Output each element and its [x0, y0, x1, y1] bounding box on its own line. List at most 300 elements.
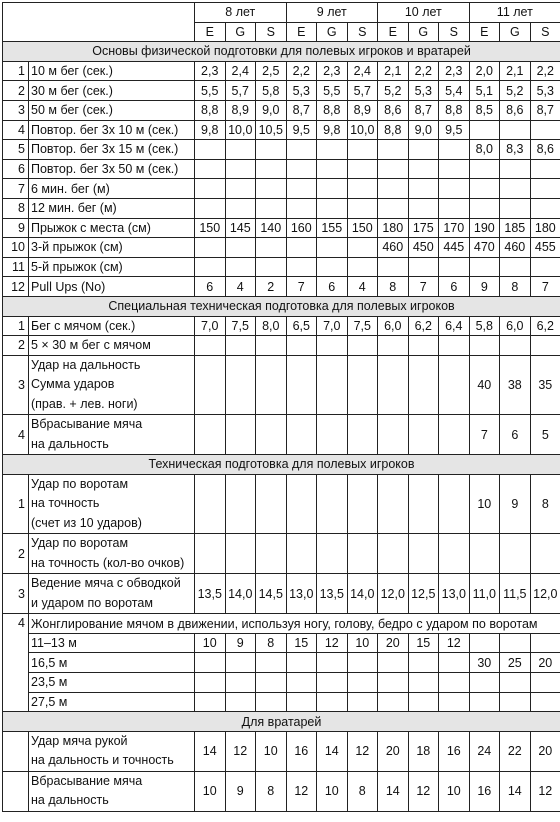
table-row	[3, 771, 560, 811]
row-label-line: на дальность	[31, 435, 192, 455]
row-label	[29, 277, 195, 297]
row-number: 2	[3, 336, 29, 356]
table-body	[3, 42, 560, 812]
value-cell: 14,0	[225, 574, 256, 614]
value-cell	[317, 198, 348, 218]
value-cell: 7,5	[347, 316, 378, 336]
value-cell: 9	[225, 771, 256, 811]
row-number: 4	[3, 120, 29, 140]
value-cell	[500, 633, 531, 653]
value-cell: 180	[530, 218, 560, 238]
table-row	[3, 120, 560, 140]
row-label-line: (прав. + лев. ноги)	[31, 395, 192, 415]
value-cell: 20	[530, 731, 560, 771]
value-cell: 2	[256, 277, 287, 297]
value-cell	[530, 179, 560, 199]
value-cell: 5,2	[378, 81, 409, 101]
value-cell: 16	[439, 731, 470, 771]
value-cell: 22	[500, 731, 531, 771]
section-title: Для вратарей	[3, 712, 560, 732]
value-cell: 10	[317, 771, 348, 811]
row-label	[29, 731, 195, 771]
value-cell: 150	[195, 218, 226, 238]
age-group-11: 11 лет	[469, 3, 560, 23]
row-label	[29, 179, 195, 199]
value-cell: 40	[469, 355, 500, 415]
row-number: 4	[3, 415, 29, 455]
value-cell	[195, 238, 226, 258]
value-cell: 7,0	[317, 316, 348, 336]
value-cell: 6,0	[378, 316, 409, 336]
value-cell: 8,8	[317, 100, 348, 120]
value-cell	[317, 238, 348, 258]
value-cell: 16	[469, 771, 500, 811]
value-cell	[286, 673, 317, 693]
value-cell: 185	[500, 218, 531, 238]
value-cell: 18	[408, 731, 439, 771]
value-cell	[286, 534, 317, 574]
value-cell	[408, 653, 439, 673]
value-cell	[225, 140, 256, 160]
row-label-line: на точность (кол-во очков)	[31, 554, 192, 574]
value-cell	[439, 140, 470, 160]
value-cell	[317, 159, 348, 179]
row-label	[29, 355, 195, 415]
row-label-line: 5 × 30 м бег с мячом	[31, 336, 192, 354]
value-cell	[500, 692, 531, 712]
table-row	[3, 731, 560, 771]
value-cell: 7	[286, 277, 317, 297]
value-cell	[378, 355, 409, 415]
value-cell	[317, 474, 348, 534]
value-cell: 455	[530, 238, 560, 258]
value-cell: 8	[530, 474, 560, 534]
table-row	[3, 474, 560, 534]
row-label	[29, 61, 195, 81]
value-cell: 5,2	[500, 81, 531, 101]
table-row	[3, 198, 560, 218]
row-label-line: на дальность и точность	[31, 751, 192, 771]
row-label-line: Прыжок с места (см)	[31, 219, 192, 237]
row-number: 1	[3, 316, 29, 336]
value-cell	[256, 415, 287, 455]
row-label-line: 30 м бег (сек.)	[31, 82, 192, 100]
table-row	[3, 100, 560, 120]
value-cell	[225, 534, 256, 574]
value-cell	[500, 534, 531, 574]
value-cell	[378, 179, 409, 199]
value-cell: 6	[317, 277, 348, 297]
value-cell: 8	[378, 277, 409, 297]
value-cell: 9,0	[408, 120, 439, 140]
level-header: S	[530, 22, 560, 42]
value-cell	[256, 534, 287, 574]
value-cell: 8,6	[378, 100, 409, 120]
value-cell	[225, 415, 256, 455]
value-cell	[286, 653, 317, 673]
age-group-8: 8 лет	[195, 3, 287, 23]
level-header: E	[378, 22, 409, 42]
value-cell	[195, 140, 226, 160]
value-cell: 10	[195, 771, 226, 811]
value-cell	[500, 179, 531, 199]
value-cell	[378, 336, 409, 356]
value-cell	[256, 673, 287, 693]
value-cell: 10	[439, 771, 470, 811]
value-cell	[347, 355, 378, 415]
value-cell	[225, 179, 256, 199]
value-cell	[469, 257, 500, 277]
value-cell	[530, 120, 560, 140]
row-label	[29, 474, 195, 534]
table-row	[3, 277, 560, 297]
value-cell: 13,5	[195, 574, 226, 614]
value-cell: 9,5	[439, 120, 470, 140]
value-cell: 20	[530, 653, 560, 673]
value-cell	[439, 474, 470, 534]
row-label-line: Удар мяча рукой	[31, 732, 192, 752]
value-cell	[408, 692, 439, 712]
value-cell	[469, 673, 500, 693]
value-cell	[347, 673, 378, 693]
value-cell: 8,8	[378, 120, 409, 140]
value-cell: 12	[530, 771, 560, 811]
row-number: 12	[3, 277, 29, 297]
value-cell	[378, 140, 409, 160]
value-cell: 8,3	[500, 140, 531, 160]
value-cell	[500, 159, 531, 179]
value-cell: 8,6	[530, 140, 560, 160]
level-header: S	[439, 22, 470, 42]
value-cell: 11,5	[500, 574, 531, 614]
value-cell	[347, 179, 378, 199]
row-label-line: Бег с мячом (сек.)	[31, 317, 192, 335]
row-number: 1	[3, 61, 29, 81]
value-cell	[256, 238, 287, 258]
value-cell: 11,0	[469, 574, 500, 614]
row-number: 2	[3, 81, 29, 101]
value-cell: 150	[347, 218, 378, 238]
value-cell	[317, 534, 348, 574]
value-cell	[195, 692, 226, 712]
value-cell	[378, 159, 409, 179]
value-cell	[317, 673, 348, 693]
value-cell: 15	[286, 633, 317, 653]
value-cell	[195, 159, 226, 179]
value-cell	[408, 673, 439, 693]
section-title: Специальная техническая подготовка для полевых игроков	[3, 296, 560, 316]
value-cell: 8,7	[530, 100, 560, 120]
value-cell: 8,9	[225, 100, 256, 120]
value-cell: 7,0	[195, 316, 226, 336]
value-cell	[225, 673, 256, 693]
value-cell: 9,5	[286, 120, 317, 140]
value-cell: 2,5	[256, 61, 287, 81]
row-label-line: 10 м бег (сек.)	[31, 62, 192, 80]
value-cell	[530, 159, 560, 179]
value-cell	[378, 257, 409, 277]
level-header: E	[286, 22, 317, 42]
value-cell: 15	[408, 633, 439, 653]
value-cell	[530, 534, 560, 574]
row-label-line: Повтор. бег 3x 15 м (сек.)	[31, 140, 192, 158]
value-cell: 10,0	[225, 120, 256, 140]
value-cell: 2,0	[469, 61, 500, 81]
value-cell	[225, 692, 256, 712]
value-cell	[347, 140, 378, 160]
value-cell	[195, 474, 226, 534]
value-cell: 13,5	[317, 574, 348, 614]
value-cell: 2,4	[347, 61, 378, 81]
value-cell: 9	[469, 277, 500, 297]
value-cell	[256, 159, 287, 179]
value-cell: 155	[317, 218, 348, 238]
value-cell	[530, 692, 560, 712]
value-cell: 14	[195, 731, 226, 771]
row-label-line: Вбрасывание мяча	[31, 772, 192, 792]
row-label	[29, 120, 195, 140]
value-cell: 180	[378, 218, 409, 238]
row-label-line: Pull Ups (No)	[31, 278, 192, 296]
value-cell	[408, 159, 439, 179]
value-cell	[195, 673, 226, 693]
value-cell: 5,8	[256, 81, 287, 101]
value-cell: 13,0	[286, 574, 317, 614]
row-number: 9	[3, 218, 29, 238]
value-cell: 460	[378, 238, 409, 258]
value-cell	[378, 692, 409, 712]
value-cell	[530, 673, 560, 693]
value-cell	[378, 474, 409, 534]
value-cell: 12,0	[378, 574, 409, 614]
table-row	[3, 218, 560, 238]
value-cell	[500, 120, 531, 140]
value-cell	[347, 415, 378, 455]
value-cell	[439, 198, 470, 218]
value-cell: 8,9	[347, 100, 378, 120]
value-cell: 10	[347, 633, 378, 653]
value-cell: 9	[500, 474, 531, 534]
value-cell	[469, 692, 500, 712]
row-label	[29, 534, 195, 574]
section-title: Техническая подготовка для полевых игроков	[3, 455, 560, 475]
row-label-line: 50 м бег (сек.)	[31, 101, 192, 119]
value-cell: 175	[408, 218, 439, 238]
value-cell: 6,2	[408, 316, 439, 336]
level-header: G	[317, 22, 348, 42]
row-label: 23,5 м	[29, 673, 195, 693]
row-label-line: 12 мин. бег (м)	[31, 199, 192, 217]
value-cell: 25	[500, 653, 531, 673]
value-cell	[500, 673, 531, 693]
row-label	[29, 316, 195, 336]
value-cell: 5,4	[439, 81, 470, 101]
value-cell	[408, 355, 439, 415]
value-cell: 12,0	[530, 574, 560, 614]
value-cell	[378, 415, 409, 455]
value-cell: 190	[469, 218, 500, 238]
row-number	[3, 771, 29, 811]
value-cell	[195, 534, 226, 574]
value-cell: 10,5	[256, 120, 287, 140]
value-cell	[439, 336, 470, 356]
row-label-line: Вбрасывание мяча	[31, 415, 192, 435]
value-cell: 14	[317, 731, 348, 771]
value-cell	[286, 198, 317, 218]
value-cell: 2,1	[378, 61, 409, 81]
level-header: S	[347, 22, 378, 42]
table-row	[3, 415, 560, 455]
row-number: 2	[3, 534, 29, 574]
value-cell: 8	[347, 771, 378, 811]
value-cell	[195, 336, 226, 356]
row-number: 3	[3, 355, 29, 415]
age-group-header-row	[3, 3, 560, 23]
value-cell	[378, 534, 409, 574]
value-cell	[347, 474, 378, 534]
value-cell	[469, 120, 500, 140]
value-cell: 8	[256, 633, 287, 653]
row-label	[29, 140, 195, 160]
value-cell: 12	[225, 731, 256, 771]
value-cell: 14,0	[347, 574, 378, 614]
value-cell	[378, 673, 409, 693]
value-cell	[439, 653, 470, 673]
value-cell: 8,8	[439, 100, 470, 120]
value-cell	[530, 257, 560, 277]
value-cell	[286, 159, 317, 179]
value-cell: 10	[256, 731, 287, 771]
value-cell: 20	[378, 633, 409, 653]
value-cell	[347, 653, 378, 673]
row-number: 7	[3, 179, 29, 199]
value-cell	[469, 179, 500, 199]
value-cell	[378, 198, 409, 218]
row-number: 3	[3, 100, 29, 120]
row-label-line: (счет из 10 ударов)	[31, 514, 192, 534]
value-cell	[439, 257, 470, 277]
value-cell	[286, 355, 317, 415]
value-cell: 6,2	[530, 316, 560, 336]
row-label	[29, 257, 195, 277]
value-cell: 38	[500, 355, 531, 415]
value-cell: 145	[225, 218, 256, 238]
level-header: G	[225, 22, 256, 42]
value-cell	[469, 534, 500, 574]
value-cell: 8,7	[286, 100, 317, 120]
value-cell: 2,3	[195, 61, 226, 81]
value-cell	[256, 692, 287, 712]
value-cell: 14	[500, 771, 531, 811]
table-row	[3, 140, 560, 160]
row-number: 4	[3, 614, 29, 712]
row-number: 1	[3, 474, 29, 534]
value-cell: 12	[317, 633, 348, 653]
table-row	[3, 653, 560, 673]
row-label-line: 6 мин. бег (м)	[31, 180, 192, 198]
value-cell: 8,7	[408, 100, 439, 120]
value-cell: 12	[286, 771, 317, 811]
row-number	[3, 731, 29, 771]
value-cell: 10	[469, 474, 500, 534]
table-row	[3, 61, 560, 81]
value-cell: 445	[439, 238, 470, 258]
row-label: 27,5 м	[29, 692, 195, 712]
value-cell	[317, 336, 348, 356]
row-number: 10	[3, 238, 29, 258]
value-cell	[286, 257, 317, 277]
row-label: 11–13 м	[29, 633, 195, 653]
value-cell: 5,1	[469, 81, 500, 101]
value-cell: 8,0	[469, 140, 500, 160]
value-cell	[530, 336, 560, 356]
section-title: Основы физической подготовки для полевых игроков и вратарей	[3, 42, 560, 62]
value-cell: 6	[500, 415, 531, 455]
value-cell: 5,7	[347, 81, 378, 101]
value-cell	[408, 179, 439, 199]
value-cell: 5,3	[286, 81, 317, 101]
value-cell: 10	[195, 633, 226, 653]
row-label-line: Сумма ударов	[31, 375, 192, 395]
value-cell: 140	[256, 218, 287, 238]
value-cell	[256, 198, 287, 218]
section-header-row	[3, 42, 560, 62]
level-header: G	[408, 22, 439, 42]
value-cell	[225, 257, 256, 277]
value-cell	[286, 140, 317, 160]
row-label-line: и ударом по воротам	[31, 594, 192, 614]
value-cell	[286, 692, 317, 712]
value-cell: 5,3	[408, 81, 439, 101]
value-cell	[317, 653, 348, 673]
value-cell	[317, 692, 348, 712]
value-cell	[317, 179, 348, 199]
value-cell: 460	[500, 238, 531, 258]
value-cell	[408, 257, 439, 277]
value-cell	[347, 534, 378, 574]
row-label-line: на точность	[31, 494, 192, 514]
value-cell	[225, 474, 256, 534]
value-cell: 6,0	[500, 316, 531, 336]
value-cell	[439, 673, 470, 693]
value-cell: 20	[378, 731, 409, 771]
row-label-line: Удар по воротам	[31, 534, 192, 554]
value-cell	[439, 692, 470, 712]
value-cell	[408, 198, 439, 218]
row-label	[29, 771, 195, 811]
value-cell	[530, 198, 560, 218]
value-cell	[225, 653, 256, 673]
level-header: E	[195, 22, 226, 42]
value-cell: 450	[408, 238, 439, 258]
value-cell: 8,5	[469, 100, 500, 120]
value-cell: 6	[195, 277, 226, 297]
value-cell: 8	[500, 277, 531, 297]
value-cell: 2,3	[439, 61, 470, 81]
value-cell	[195, 653, 226, 673]
value-cell	[317, 257, 348, 277]
value-cell	[225, 159, 256, 179]
value-cell: 8,6	[500, 100, 531, 120]
table-row	[3, 316, 560, 336]
value-cell	[286, 336, 317, 356]
table-row	[3, 355, 560, 415]
value-cell	[439, 415, 470, 455]
age-group-9: 9 лет	[286, 3, 378, 23]
value-cell	[286, 179, 317, 199]
value-cell	[469, 336, 500, 356]
table-row	[3, 257, 560, 277]
